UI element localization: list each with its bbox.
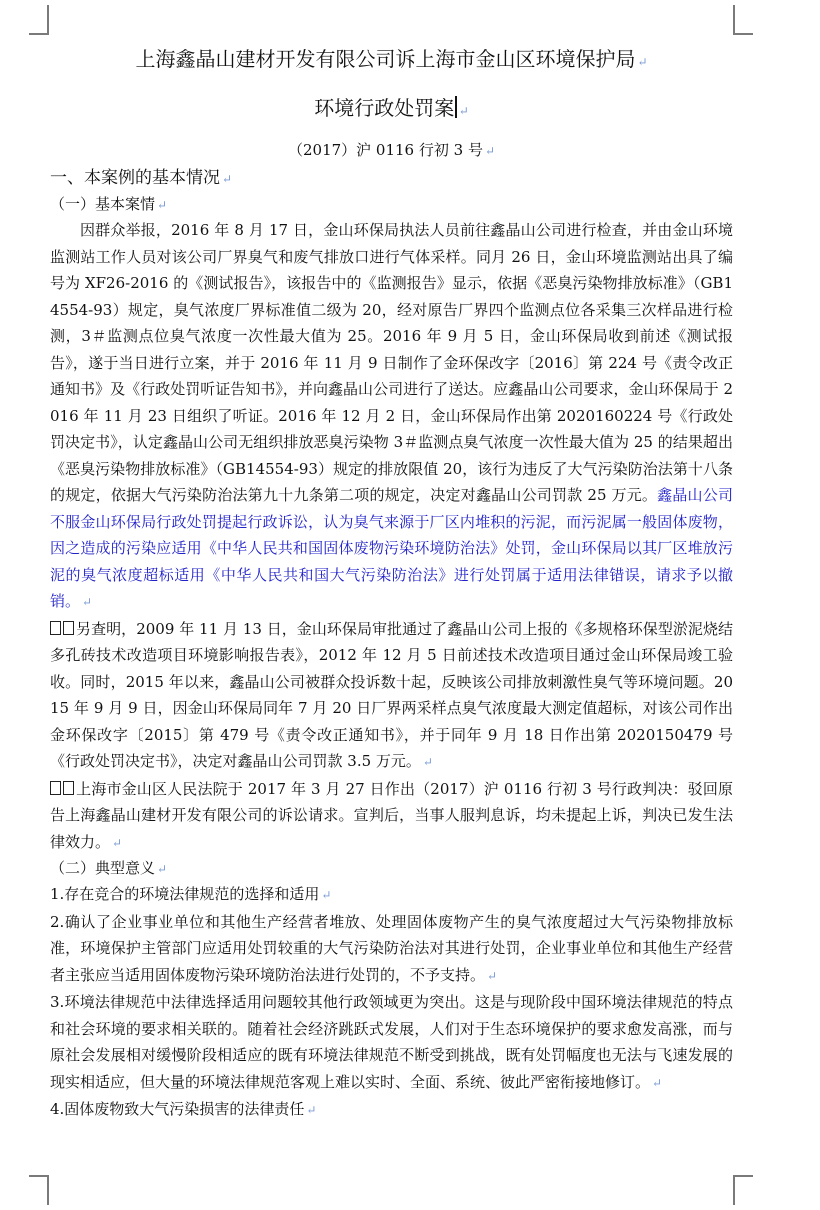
paragraph-mark-icon: ↵ bbox=[321, 888, 332, 902]
page-corner-top-left bbox=[29, 5, 49, 35]
paragraph-mark-icon: ↵ bbox=[652, 1075, 663, 1090]
section-heading: 一、本案例的基本情况 ↵ bbox=[50, 168, 233, 188]
paragraph-mark-icon: ↵ bbox=[637, 55, 648, 69]
list-item: 4.固体废物致大气污染损害的法律责任 ↵ bbox=[50, 1100, 317, 1118]
highlighted-text: 鑫晶山公司不服金山环保局行政处罚提起行政诉讼，认为臭气来源于厂区内堆积的污泥，而污泥属一般固体废物，因之造成的污染应适用《中华人民共和国固体废物污染环境防治法》处罚，金山环保局以其厂区堆放污泥的臭气浓度超标适用《中华人民共和国大气污染防治法》进行处罚属于适用法律错误，请求予以撤销。 bbox=[50, 486, 733, 610]
page-corner-bottom-right bbox=[733, 1175, 753, 1205]
case-number: （2017）沪 0116 行初 3 号 ↵ bbox=[287, 141, 496, 159]
paragraph-mark-icon: ↵ bbox=[422, 755, 433, 769]
document-title-line1: 上海鑫晶山建材开发有限公司诉上海市金山区环境保护局 ↵ bbox=[135, 47, 648, 71]
paragraph-mark-icon: ↵ bbox=[458, 104, 469, 118]
missing-glyph-box-icon bbox=[50, 781, 61, 795]
document-body[interactable] bbox=[50, 42, 733, 1124]
paragraph-further-findings: 另查明，2009 年 11 月 13 日，金山环保局审批通过了鑫晶山公司上报的《多规格环保型淤泥烧结多孔砖技术改造项目环境影响报告表》，2012 年 12 月 5 日前述技术改造项目通过金山环保局竣工验收。同时，2015 年以来，鑫晶山公司被群众投诉数十起，反映该公司排放刺激性臭气等环境问题。2015 年 9 月 9 日，因金山环保局同年 7 月 20 日厂界两采样点臭气浓度最大测定值超标，对该公司作出金环保改字〔2015〕第 479 号《责令改正通知书》，并于同年 9 月 18 日作出第 2020150479 号《行政处罚决定书》，决定对鑫晶山公司罚款 3.5 万元。 ↵ bbox=[50, 619, 733, 770]
paragraph-mark-icon: ↵ bbox=[487, 968, 498, 983]
page-corner-bottom-left bbox=[29, 1175, 49, 1205]
paragraph-mark-icon: ↵ bbox=[157, 198, 168, 212]
missing-glyph-box-icon bbox=[50, 621, 61, 635]
paragraph-case-facts: 因群众举报，2016 年 8 月 17 日，金山环保局执法人员前往鑫晶山公司进行检查，并由金山环境监测站工作人员对该公司厂界臭气和废气排放口进行气体采样。同月 26 日，金山环境监测站出具了编号为 XF26-2016 的《测试报告》，该报告中的《监测报告》显示，依据《恶臭污染物排放标准》（GB14554-93）规定，臭气浓度厂界标准值二级为 20，经对原告厂界四个监测点位各采集三次样品进行检测，3＃监测点位臭气浓度一次性最大值为 25。2016 年 9 月 5 日，金山环保局收到前述《测试报告》，遂于当日进行立案，并于 2016 年 11 月 9 日制作了金环保改字〔2016〕第 224 号《责令改正通知书》及《行政处罚听证告知书》，并向鑫晶山公司进行了送达。应鑫晶山公司要求，金山环保局于 2016 年 11 月 23 日组织了听证。2016 年 12 月 2 日，金山环保局作出第 2020160224 号《行政处罚决定书》，认定鑫晶山公司无组织排放恶臭污染物 3＃监测点臭气浓度一次性最大值为 25 的结果超出《恶臭污染物排放标准》（GB14554-93）规定的排放限值 20，该行为违反了大气污染防治法第十八条的规定，依据大气污染防治法第九十九条第二项的规定，决定对鑫晶山公司罚款 25 万元。鑫晶山公司不服金山环保局行政处罚提起行政诉讼，认为臭气来源于厂区内堆积的污泥，而污泥属一般固体废物，因之造成的污染应适用《中华人民共和国固体废物污染环境防治法》处罚，金山环保局以其厂区堆放污泥的臭气浓度超标适用《中华人民共和国大气污染防治法》进行处罚属于适用法律错误，请求予以撤销。 ↵ bbox=[50, 221, 733, 610]
list-item: 3.环境法律规范中法律选择适用问题较其他行政领域更为突出。这是与现阶段中国环境法律规范的特点和社会环境的要求相关联的。随着社会经济跳跃式发展，人们对于生态环境保护的要求愈发高涨，而与原社会发展相对缓慢阶段相适应的既有环境法律规范不断受到挑战，既有处罚幅度也无法与飞速发展的现实相适应，但大量的环境法律规范客观上难以实时、全面、系统、彼此严密衔接地修订。 ↵ bbox=[50, 993, 733, 1091]
paragraph-judgment: 上海市金山区人民法院于 2017 年 3 月 27 日作出（2017）沪 0116 行初 3 号行政判决：驳回原告上海鑫晶山建材开发有限公司的诉讼请求。宣判后，当事人服判息诉，均未提起上诉，判决已发生法律效力。 ↵ bbox=[50, 779, 733, 851]
missing-glyph-box-icon bbox=[63, 621, 74, 635]
list-item: 2.确认了企业事业单位和其他生产经营者堆放、处理固体废物产生的臭气浓度超过大气污染物排放标准，环境保护主管部门应适用处罚较重的大气污染防治法对其进行处罚，企业事业单位和其他生产经营者主张应当适用固体废物污染环境防治法进行处罚的，不予支持。 ↵ bbox=[50, 912, 733, 984]
paragraph-mark-icon: ↵ bbox=[157, 862, 168, 876]
list-item: 1.存在竞合的环境法律规范的选择和适用 ↵ bbox=[50, 885, 332, 903]
paragraph-mark-icon: ↵ bbox=[306, 1103, 317, 1117]
text-cursor bbox=[455, 96, 457, 118]
paragraph-mark-icon: ↵ bbox=[82, 595, 93, 609]
subsection-heading-basic-facts: （一）基本案情 ↵ bbox=[50, 195, 168, 213]
subsection-heading-significance: （二）典型意义 ↵ bbox=[50, 859, 168, 877]
page-corner-top-right bbox=[733, 5, 753, 35]
paragraph-mark-icon: ↵ bbox=[222, 172, 233, 186]
paragraph-mark-icon: ↵ bbox=[112, 835, 123, 850]
paragraph-mark-icon: ↵ bbox=[484, 144, 496, 158]
missing-glyph-box-icon bbox=[63, 781, 74, 795]
document-title-line2: 环境行政处罚案 ↵ bbox=[314, 96, 469, 120]
